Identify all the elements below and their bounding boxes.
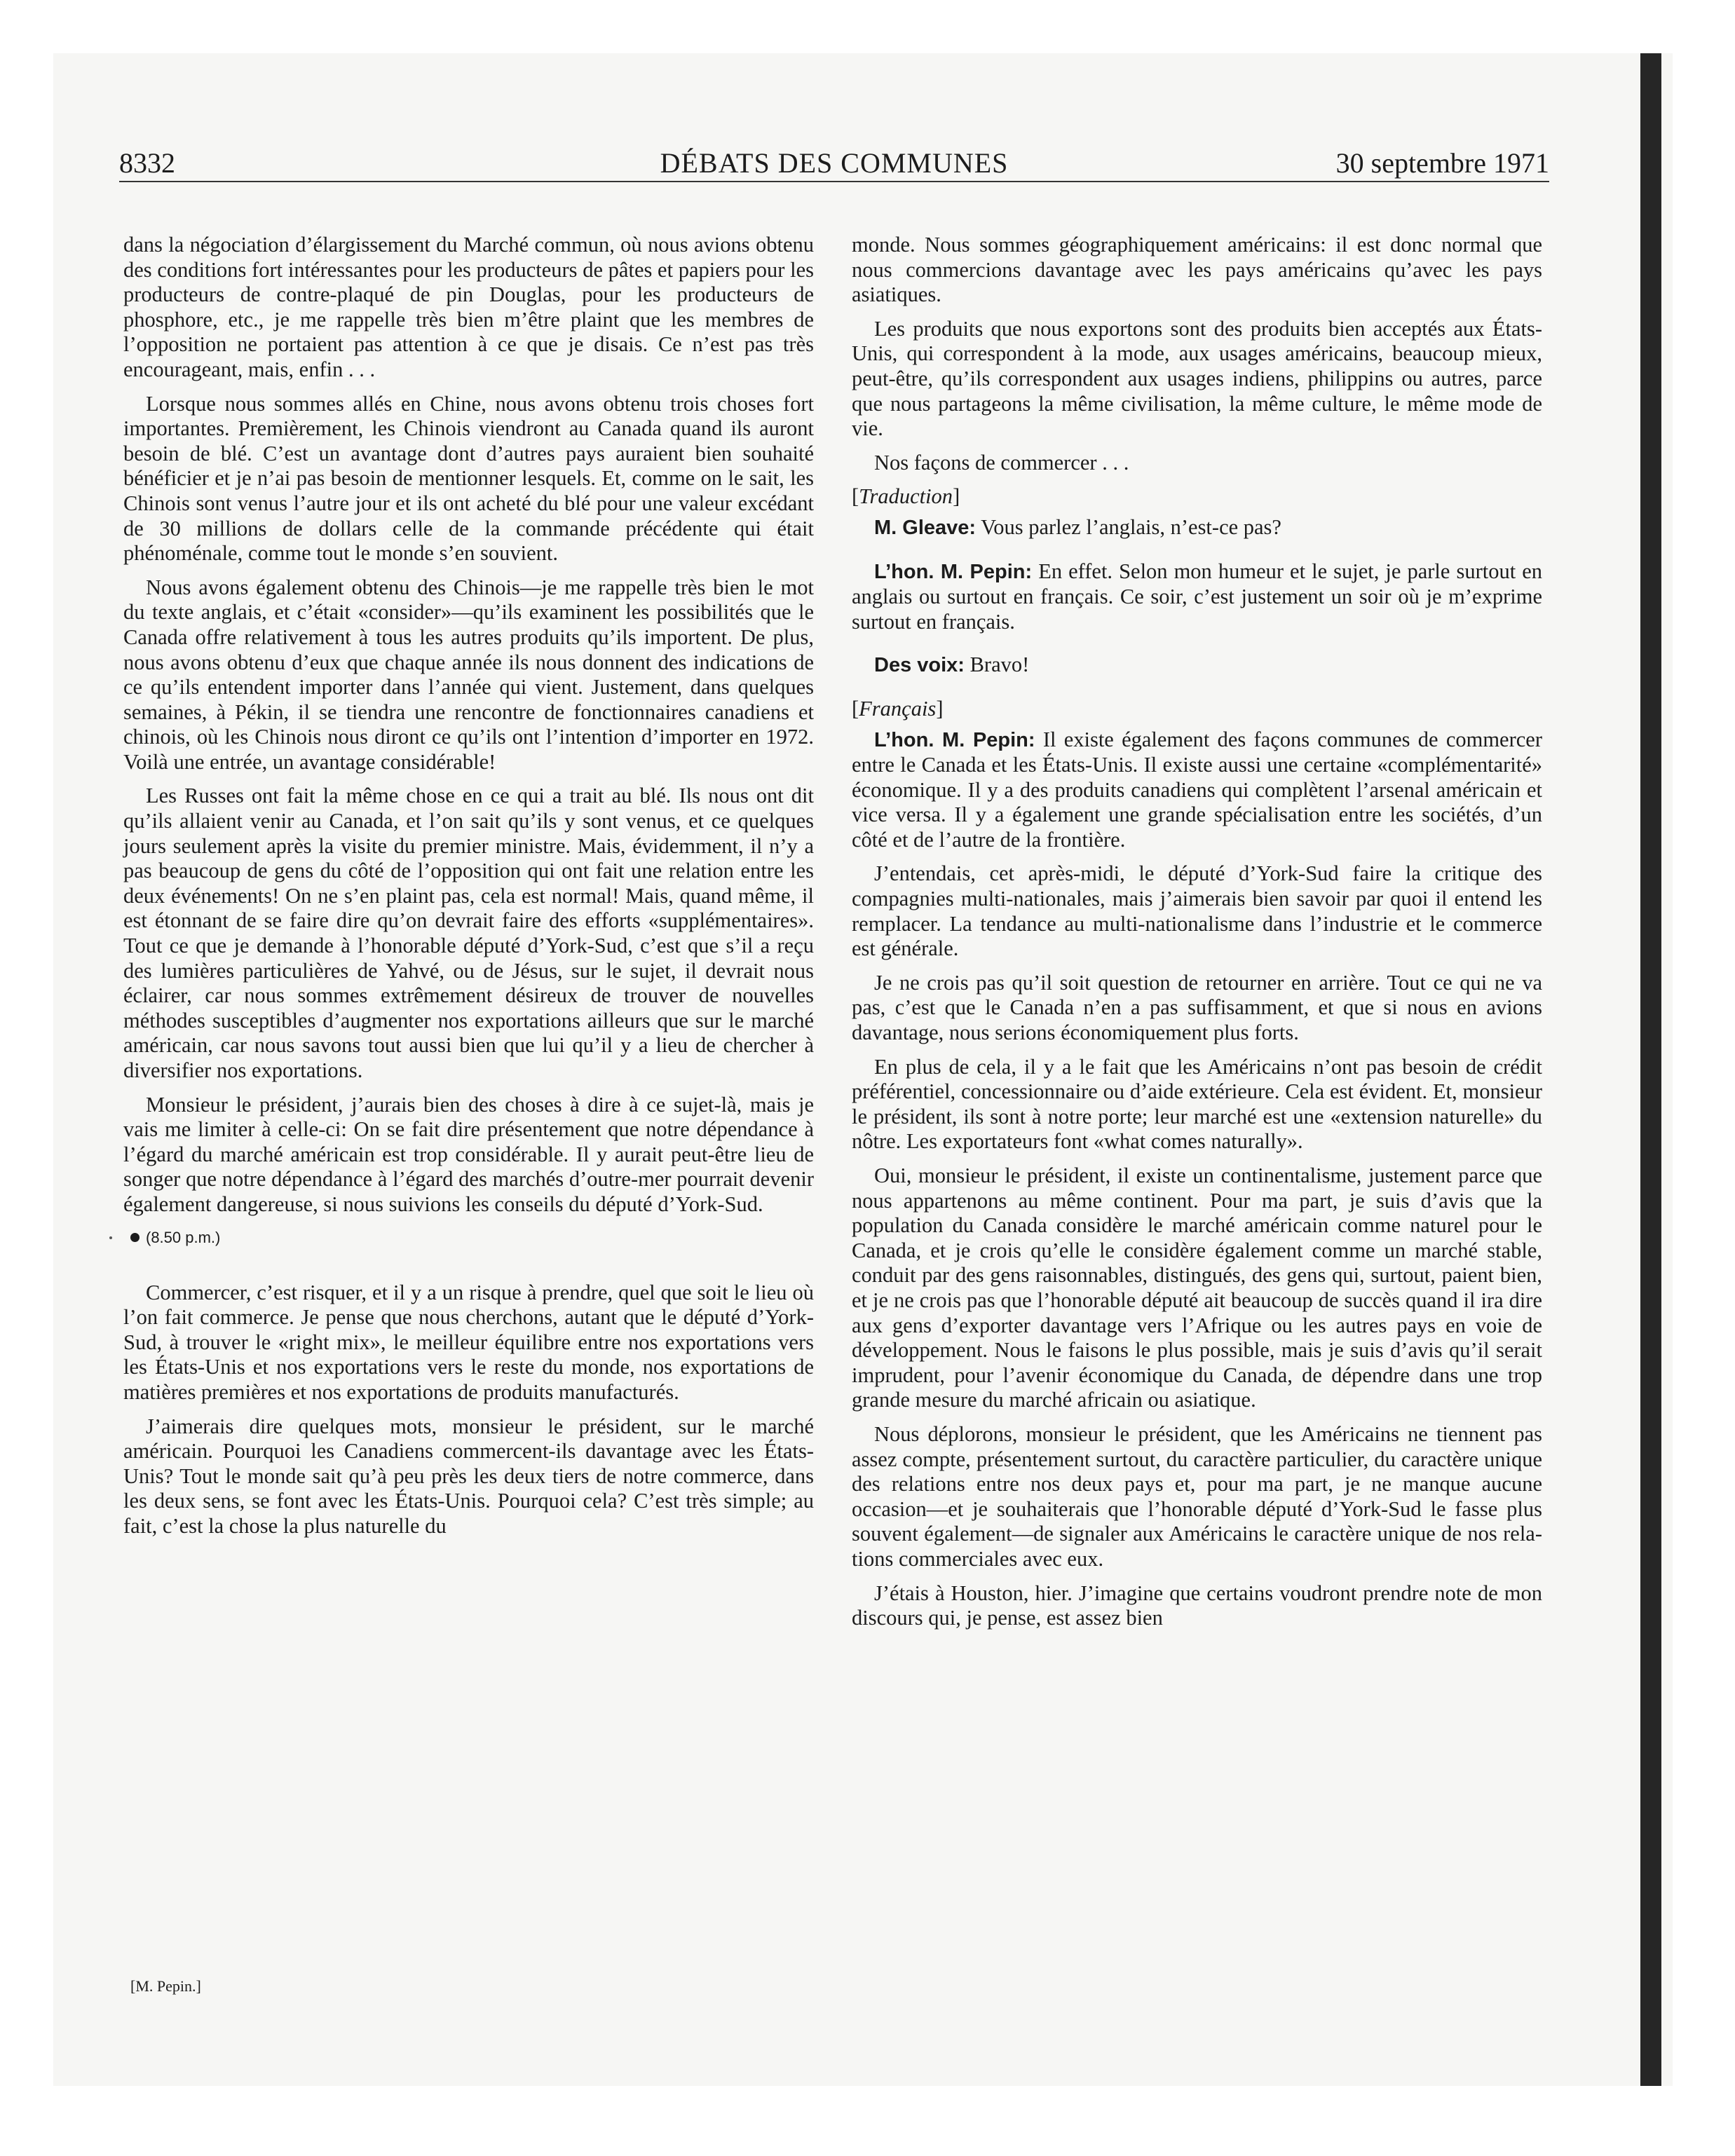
speech-text: En effet. Selon mon humeur et le sujet, je parle surtout en anglais ou surtout en français. Ce soir, c’est justement un soir où je m’exprime surtout en français. <box>852 559 1542 634</box>
time-marker-text: (8.50 p.m.) <box>146 1228 221 1246</box>
scan-edge-shadow <box>1640 53 1661 2086</box>
speech-text: Bravo! <box>969 653 1030 677</box>
bullet-icon <box>130 1233 140 1242</box>
speaker-name: L’hon. M. Pepin: <box>874 728 1035 751</box>
journal-title: DÉBATS DES COMMUNES <box>660 147 1009 179</box>
language-marker: [Français] <box>852 696 944 721</box>
paragraph: dans la négociation d’élargissement du Marché commun, où nous avions obtenu des conditions fort intéressantes pour les producteurs de pâtes et papiers pour les producteurs de contre-plaqué de pin Douglas, pour les producteurs de phosphore, etc., je me rappelle très bien m’être plaint que les membres de l’opposition ne portaient pas attention à ce que je disais. Ce n’est pas très encourageant, mais, enfin . . . <box>123 233 814 381</box>
speech <box>852 728 1542 853</box>
page-number: 8332 <box>119 147 175 179</box>
speaker-name: M. Gleave: <box>874 516 977 539</box>
paragraph: Oui, monsieur le président, il existe un continentalisme, justement parce que nous appartenons au même continent. Pour ma part, je suis d’avis que la population du Canada considère le marché américain comme naturel pour le Canada, et je crois qu’elle le considère également comme un marché stable, conduit par des gens raisonnables, distingués, des gens qui, surtout, paient bien, et je ne crois pas que l’honorable député ait beaucoup de succès quand il ira dire aux gens d’exporter davantage vers l’Afrique ou les autres pays en voie de développement. Nous le faisons le plus possible, mais je suis d’avis qu’il serait imprudent, pour l’avenir économique du Canada, de dépendre dans une trop grande mesure du marché africain ou asiatique. <box>852 1164 1542 1412</box>
paragraph: Nos façons de commercer . . . <box>874 450 1129 475</box>
speech <box>852 515 1542 541</box>
language-marker-text: Français <box>859 696 937 721</box>
paragraph: Nous avons également obtenu des Chinois—je me rappelle très bien le mot du texte anglais, et c’était «consider»—qu’ils examinent les possibilités que le Canada offre relativement à tous les autres produits qu’ils importent. De plus, nous avons obtenu d’eux que chaque année ils nous donnent des indications de ce qu’ils entendent importer dans l’année qui vient. Justement, dans quelques semaines, à Pékin, il se tiendra une rencontre de fonctionnaires canadiens et chinois, où les Chinois nous diront ce qu’ils ont l’intention d’importer en 1972. Voilà une entrée, un avantage considérable! <box>123 575 814 774</box>
paragraph: Commercer, c’est risquer, et il y a un risque à prendre, quel que soit le lieu où l’on fait commerce. Je pense que nous cherchons, autant que le député d’York-Sud, à trouver le «right mix», le meilleur équilibre entre nos exportations vers les États-Unis et nos exportations vers le reste du monde, nos exportations de matières premières et nos exportations de produits manufacturés. <box>123 1280 814 1404</box>
speech-text: Vous parlez l’anglais, n’est-ce pas? <box>981 514 1281 539</box>
paragraph: En plus de cela, il y a le fait que les Américains n’ont pas besoin de crédit préférentiel, concessionnaire ou d’aide extérieure. Cela est évident. Et, monsieur le président, ils sont à notre porte; leur marché est une «extension naturelle» du nôtre. Les exportateurs font «what comes naturally». <box>852 1054 1542 1154</box>
paragraph: Je ne crois pas qu’il soit question de retourner en arrière. Tout ce qui ne va pas, c’est que le Canada n’en a pas suffisamment, et que si nous en avions davantage, nous serions économiquement plus forts. <box>852 970 1542 1045</box>
speaker-footer: [M. Pepin.] <box>130 1977 201 1995</box>
speech <box>852 559 1542 635</box>
speaker-name: L’hon. M. Pepin: <box>874 560 1033 583</box>
paragraph: J’aimerais dire quelques mots, monsieur le président, sur le marché américain. Pourquoi les Canadiens commercent-ils davantage avec les États-Unis? Tout le monde sait qu’à peu près les deux tiers de notre commerce, dans les deux sens, se font avec les États-Unis. Pourquoi cela? C’est très simple; au fait, c’est la chose la plus naturelle du <box>123 1414 814 1538</box>
paragraph: J’entendais, cet après-midi, le député d’York-Sud faire la critique des compagnies multi-nationales, mais j’aimerais bien savoir par quoi il entend les remplacer. La tendance au multi-nationalisme dans l’industrie et le commerce est générale. <box>852 861 1542 961</box>
speaker-name: Des voix: <box>874 654 965 677</box>
time-marker <box>146 1227 814 1248</box>
speech-text: Il existe également des façons communes de commercer entre le Canada et les États-Unis. Il existe aussi une certaine «complémentarité» économique. Il y a des produits canadiens qui complètent l’arsenal américain et vice versa. Il y a également une grande spécialisation entre les sociétés, d’un côté et de l’autre de la frontière. <box>852 727 1542 852</box>
paragraph: Les produits que nous exportons sont des produits bien acceptés aux États-Unis, qui correspondent à la mode, aux usages américains, beaucoup mieux, peut-être, qu’ils correspondent aux usages indiens, philippins ou autres, parce que nous partageons la même civilisation, la même culture, le même mode de vie. <box>852 316 1542 441</box>
running-header <box>119 146 1549 182</box>
issue-date: 30 septembre 1971 <box>1335 147 1549 179</box>
margin-mark <box>109 1236 112 1239</box>
right-column <box>852 233 1542 1640</box>
language-marker: [Traduction] <box>852 484 960 509</box>
paragraph: Nous déplorons, monsieur le président, que les Américains ne tiennent pas assez compte, présentement surtout, du caractère particulier, du caractère unique des relations entre nos deux pays et, pour ma part, je ne manque aucune occasion—et je souhaiterais que l’honorable député d’York-Sud le fasse plus souvent également—de signaler aux Américains le caractère unique de nos relations commerciales avec eux. <box>852 1421 1542 1571</box>
paragraph: Les Russes ont fait la même chose en ce qui a trait au blé. Ils nous ont dit qu’ils allaient venir au Canada, et l’on sait qu’ils y sont venus, et ce quelques jours seulement après la visite du premier ministre. Mais, évidemment, il n’y a pas beaucoup de gens du côté de l’opposition qui ont fait une relation entre les deux événements! On ne s’en plaint pas, cela est normal! Mais, quand même, il est étonnant de se faire dire qu’on devrait faire des efforts «supplémentaires». Tout ce que je demande à l’honorable député d’York-Sud, c’est que s’il a reçu des lumières particulières de Yahvé, ou de Jésus, sur le sujet, il devrait nous éclairer, car nous sommes extrêmement désireux de trouver de nouvelles méthodes susceptibles d’augmenter nos exportations ailleurs que sur le marché américain, car nous savons tout aussi bien que lui qu’il y a lieu de chercher à diversifier nos exportations. <box>123 784 814 1082</box>
language-marker-text: Traduction <box>859 484 953 509</box>
paragraph: monde. Nous sommes géographiquement américains: il est donc normal que nous commercions davantage avec les pays américains qu’avec les pays asiatiques. <box>852 233 1542 307</box>
paragraph: Monsieur le président, j’aurais bien des choses à dire à ce sujet-là, mais je vais me limiter à celle-ci: On se fait dire présentement que notre dépendance à l’égard du marché américain est trop considérable. Il y aurait peut-être lieu de songer que notre dépendance à l’égard des marchés d’outre-mer pourrait devenir également dangereuse, si nous suivions les conseils du député d’York-Sud. <box>123 1092 814 1216</box>
paragraph: J’étais à Houston, hier. J’imagine que certains voudront prendre note de mon discours qui, je pense, est assez bien <box>852 1581 1542 1630</box>
left-column <box>123 233 814 1548</box>
paragraph: Lorsque nous sommes allés en Chine, nous avons obtenu trois choses fort importantes. Premièrement, les Chinois viendront au Canada quand ils auront besoin de blé. C’est un avantage dont d’autres pays auraient bien souhaité bénéficier et je n’ai pas besoin de mentionner lesquels. Et, comme on le sait, les Chinois sont venus l’autre jour et ils ont acheté du blé pour une valeur excédant de 30 millions de dollars celle de la commande précédente qui était phénoménale, comme tout le monde s’en souvient. <box>123 391 814 566</box>
speech <box>852 653 1542 678</box>
